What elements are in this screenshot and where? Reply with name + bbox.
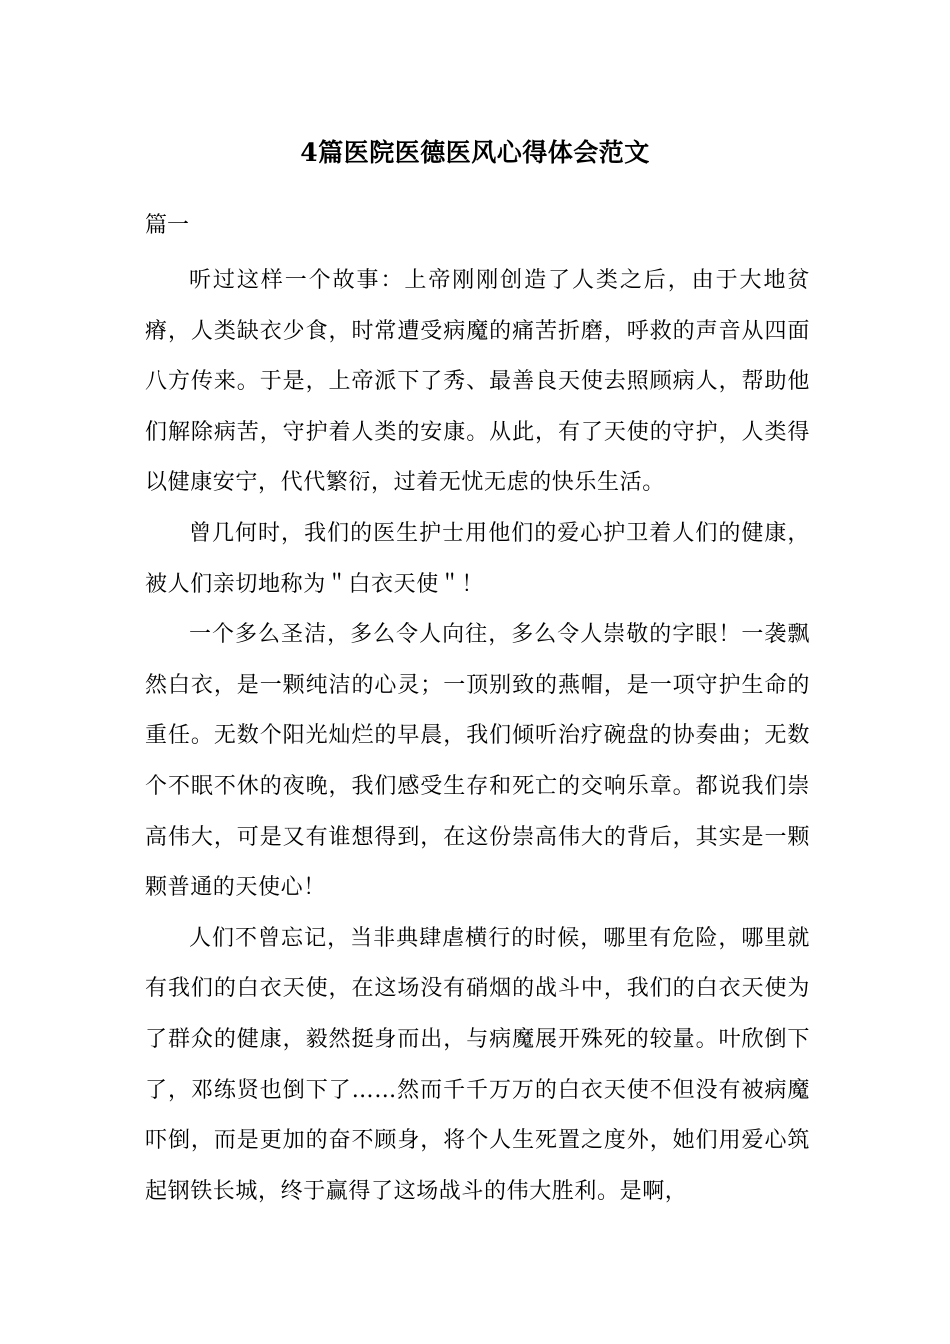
paragraph: 人们不曾忘记，当非典肆虐横行的时候，哪里有危险，哪里就有我们的白衣天使，在这场没有硝烟的战斗中，我们的白衣天使为了群众的健康，毅然挺身而出，与病魔展开殊死的较量。叶欣倒下了，邓练贤也倒下了……然而千千万万的白衣天使不但没有被病魔吓倒，而是更加的奋不顾身，将个人生死置之度外，她们用爱心筑起钢铁长城，终于赢得了这场战斗的伟大胜利。是啊，: [145, 925, 810, 1204]
paragraph: 听过这样一个故事：上帝刚刚创造了人类之后，由于大地贫瘠，人类缺衣少食，时常遭受病魔的痛苦折磨，呼救的声音从四面八方传来。于是，上帝派下了秀、最善良天使去照顾病人，帮助他们解除病苦，守护着人类的安康。从此，有了天使的守护，人类得以健康安宁，代代繁衍，过着无忧无虑的快乐生活。: [145, 268, 810, 496]
section-label: 篇一: [145, 213, 190, 238]
document-body: [145, 256, 810, 1217]
paragraph: 曾几何时，我们的医生护士用他们的爱心护卫着人们的健康，被人们亲切地称为＂白衣天使＂！: [145, 520, 810, 597]
paragraph: 一个多么圣洁，多么令人向往，多么令人崇敬的字眼！一袭飘然白衣，是一颗纯洁的心灵；一顶别致的燕帽，是一项守护生命的重任。无数个阳光灿烂的早晨，我们倾听治疗碗盘的协奏曲；无数个不眠不休的夜晚，我们感受生存和死亡的交响乐章。都说我们崇高伟大，可是又有谁想得到，在这份崇高伟大的背后，其实是一颗颗普通的天使心！: [145, 622, 810, 901]
document-title: 4篇医院医德医风心得体会范文: [300, 138, 650, 167]
